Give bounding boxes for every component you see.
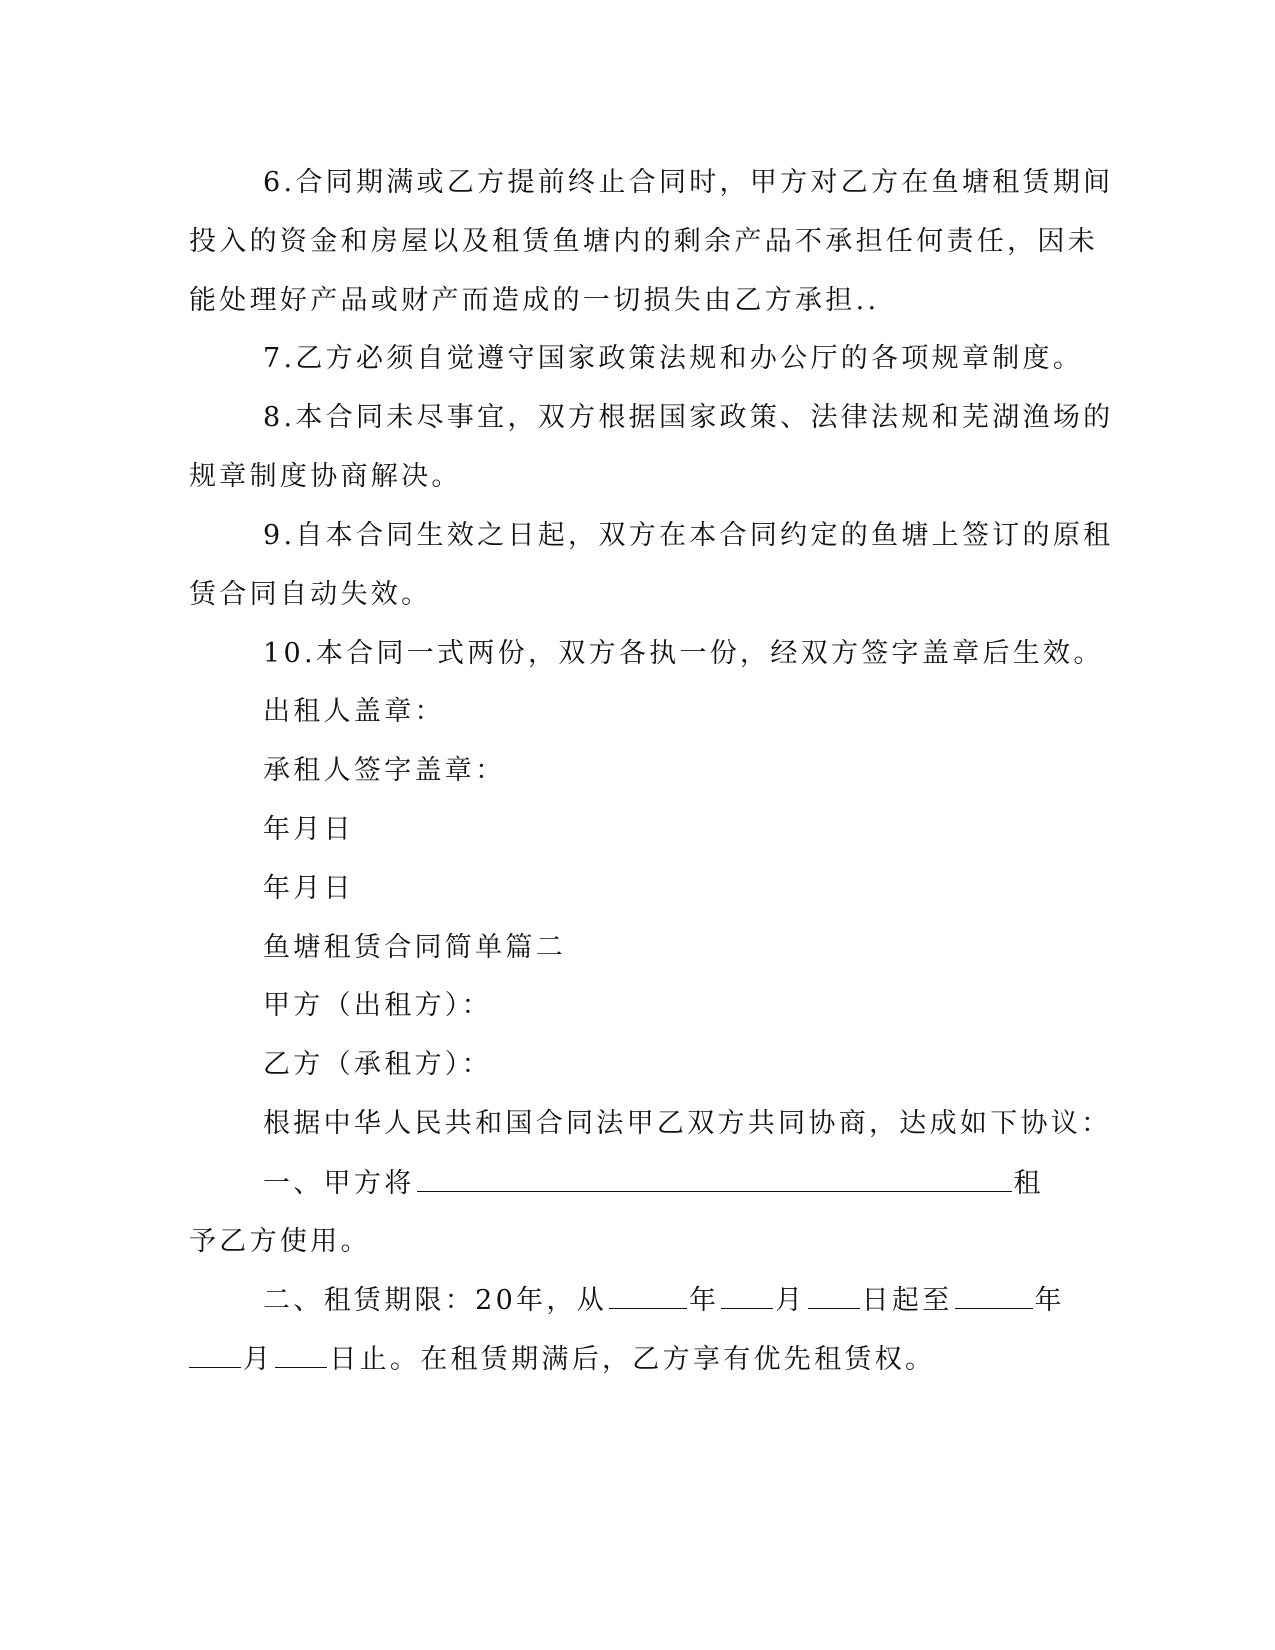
month-label-2: 月 (243, 1344, 274, 1375)
clause-8-line-2: 规章制度协商解决。 (189, 461, 462, 492)
clause-8-line-1: 8.本合同未尽事宜，双方根据国家政策、法律法规和芜湖渔场的 (263, 402, 1114, 433)
clause-7: 7.乙方必须自觉遵守国家政策法规和办公厅的各项规章制度。 (263, 343, 1084, 374)
date-line-2: 年月日 (263, 873, 354, 904)
from-to-label: 日起至 (861, 1285, 953, 1316)
start-year-blank (609, 1282, 687, 1309)
clause-6-line-3: 能处理好产品或财产而造成的一切损失由乙方承担.. (189, 285, 880, 316)
lessor-seal-label: 出租人盖章： (263, 696, 445, 727)
start-day-blank (808, 1282, 860, 1309)
start-month-blank (721, 1282, 773, 1309)
clause-6-line-1: 6.合同期满或乙方提前终止合同时，甲方对乙方在鱼塘租赁期间 (263, 167, 1114, 198)
term-2-prefix: 二、租赁期限：20年，从 (263, 1285, 607, 1316)
clause-10: 10.本合同一式两份，双方各执一份，经双方签字盖章后生效。 (263, 638, 1104, 669)
clause-9-line-2: 赁合同自动失效。 (189, 579, 432, 610)
term-1-suffix: 租 (1013, 1168, 1044, 1199)
end-year-blank (955, 1282, 1033, 1309)
term-1-prefix: 一、甲方将 (263, 1168, 415, 1199)
term-1-line-2: 予乙方使用。 (189, 1226, 371, 1257)
fill-in-blank (417, 1165, 1012, 1192)
term-1-line-1 (263, 1165, 1044, 1201)
term-2-line-1 (263, 1282, 1065, 1318)
section-heading: 鱼塘租赁合同简单篇二 (263, 932, 566, 963)
term-2-suffix: 日止。在租赁期满后，乙方享有优先租赁权。 (329, 1344, 936, 1375)
clause-9-line-1: 9.自本合同生效之日起，双方在本合同约定的鱼塘上签订的原租 (263, 520, 1114, 551)
date-line-1: 年月日 (263, 814, 354, 845)
term-2-line-2 (189, 1341, 935, 1377)
year-label: 年 (688, 1285, 720, 1316)
agreement-intro: 根据中华人民共和国合同法甲乙双方共同协商，达成如下协议： (263, 1108, 1112, 1139)
lessee-sign-label: 承租人签字盖章： (263, 755, 506, 786)
month-label: 月 (775, 1285, 806, 1316)
clause-6-line-2: 投入的资金和房屋以及租赁鱼塘内的剩余产品不承担任何责任，因未 (189, 226, 1098, 257)
year-label-2: 年 (1034, 1285, 1065, 1316)
party-b-label: 乙方（承租方）： (263, 1049, 492, 1080)
party-a-label: 甲方（出租方）： (263, 990, 492, 1021)
end-day-blank (275, 1341, 327, 1368)
end-month-blank (189, 1341, 241, 1368)
